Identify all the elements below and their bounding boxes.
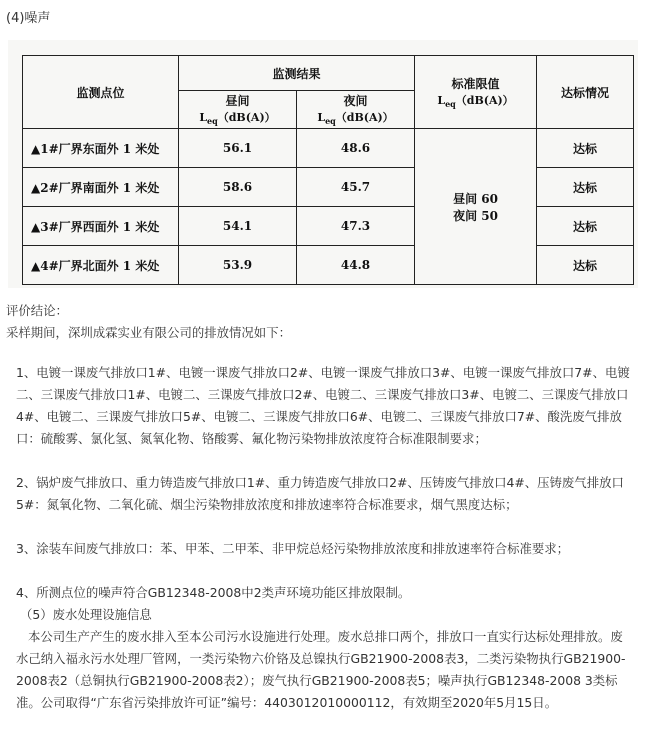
- night-value: 48.6: [297, 129, 415, 168]
- header-night: 夜间 $L_{eq}(dB(A))$: [297, 91, 415, 129]
- header-compliance: 达标情况: [537, 56, 634, 129]
- point-cell: ▲1#厂界东面外 1 米处: [23, 129, 179, 168]
- list-item: 4、所测点位的噪声符合GB12348-2008中2类声环境功能区排放限制。: [16, 585, 411, 600]
- table-row: [23, 246, 634, 285]
- point-cell: ▲3#厂界西面外 1 米处: [23, 207, 179, 246]
- list-item: 3、涂装车间废气排放口：苯、甲苯、二甲苯、非甲烷总烃污染物排放浓度和排放速率符合标准要求；: [16, 541, 570, 556]
- header-monitoring-result: 监测结果: [179, 56, 415, 91]
- header-standard-limit-label: 标准限值: [451, 76, 500, 91]
- header-night-unit: $L_{eq}(dB(A))$: [317, 111, 394, 127]
- list-item: 2、锅炉废气排放口、重力铸造废气排放口1#、重力铸造废气排放口2#、压铸废气排放口4#、压铸废气排放口5#：氮氧化物、二氧化硫、烟尘污染物排放浓度和排放速率符合标准要求，烟气黑度达标；: [16, 475, 624, 512]
- status-cell: 达标: [537, 129, 634, 168]
- header-day-unit: $L_{eq}(dB(A))$: [199, 111, 276, 127]
- table-row: [23, 129, 634, 168]
- wastewater-section-body: 本公司生产产生的废水排入至本公司污水设施进行处理。废水总排口两个，排放口一直实行达标处理排放。废水己纳入福永污水处理厂管网，一类污染物六价铬及总镍执行GB21900-2008表3，二类污染物执行GB21900-2008表2（总铜执行GB21900-2008表2）；废气执行GB21900-2008表5；噪声执行GB12348-2008 3类标准。公司取得“广东省污染排放许可证”编号：4403012010000112，有效期至2020年5月15日。: [16, 629, 626, 710]
- table-row: [23, 168, 634, 207]
- wastewater-section-title: （5）废水处理设施信息: [20, 607, 152, 622]
- day-value: 53.9: [179, 246, 297, 285]
- evaluation-title: 评价结论：: [6, 303, 68, 318]
- header-limit-unit: $L_{eq}(dB(A))$: [437, 93, 514, 110]
- night-value: 47.3: [297, 207, 415, 246]
- day-value: 54.1: [179, 207, 297, 246]
- header-day: 昼间 $L_{eq}(dB(A))$: [179, 91, 297, 129]
- evaluation-intro: 采样期间，深圳成霖实业有限公司的排放情况如下：: [6, 325, 291, 340]
- noise-monitoring-table: [22, 55, 634, 285]
- point-cell: ▲4#厂界北面外 1 米处: [23, 246, 179, 285]
- night-value: 44.8: [297, 246, 415, 285]
- list-item: 1、电镀一课废气排放口1#、电镀一课废气排放口2#、电镀一课废气排放口3#、电镀一课废气排放口7#、电镀二、三课废气排放口1#、电镀二、三课废气排放口2#、电镀二、三课废气排放口3#、电镀二、三课废气排放口4#、电镀二、三课废气排放口5#、电镀二、三课废气排放口6#、电镀二、三课废气排放口7#、酸洗废气排放口：硫酸雾、氯化氢、氮氧化物、铬酸雾、氟化物污染物排放浓度符合标准限制要求；: [16, 365, 630, 446]
- status-cell: 达标: [537, 168, 634, 207]
- limit-cell: 昼间 60 夜间 50: [415, 129, 537, 285]
- table-row: [23, 207, 634, 246]
- status-cell: 达标: [537, 246, 634, 285]
- night-value: 45.7: [297, 168, 415, 207]
- header-monitoring-point: 监测点位: [23, 56, 179, 129]
- header-standard-limit: [415, 56, 537, 129]
- point-cell: ▲2#厂界南面外 1 米处: [23, 168, 179, 207]
- status-cell: 达标: [537, 207, 634, 246]
- section-heading: (4)噪声: [6, 11, 51, 26]
- day-value: 56.1: [179, 129, 297, 168]
- day-value: 58.6: [179, 168, 297, 207]
